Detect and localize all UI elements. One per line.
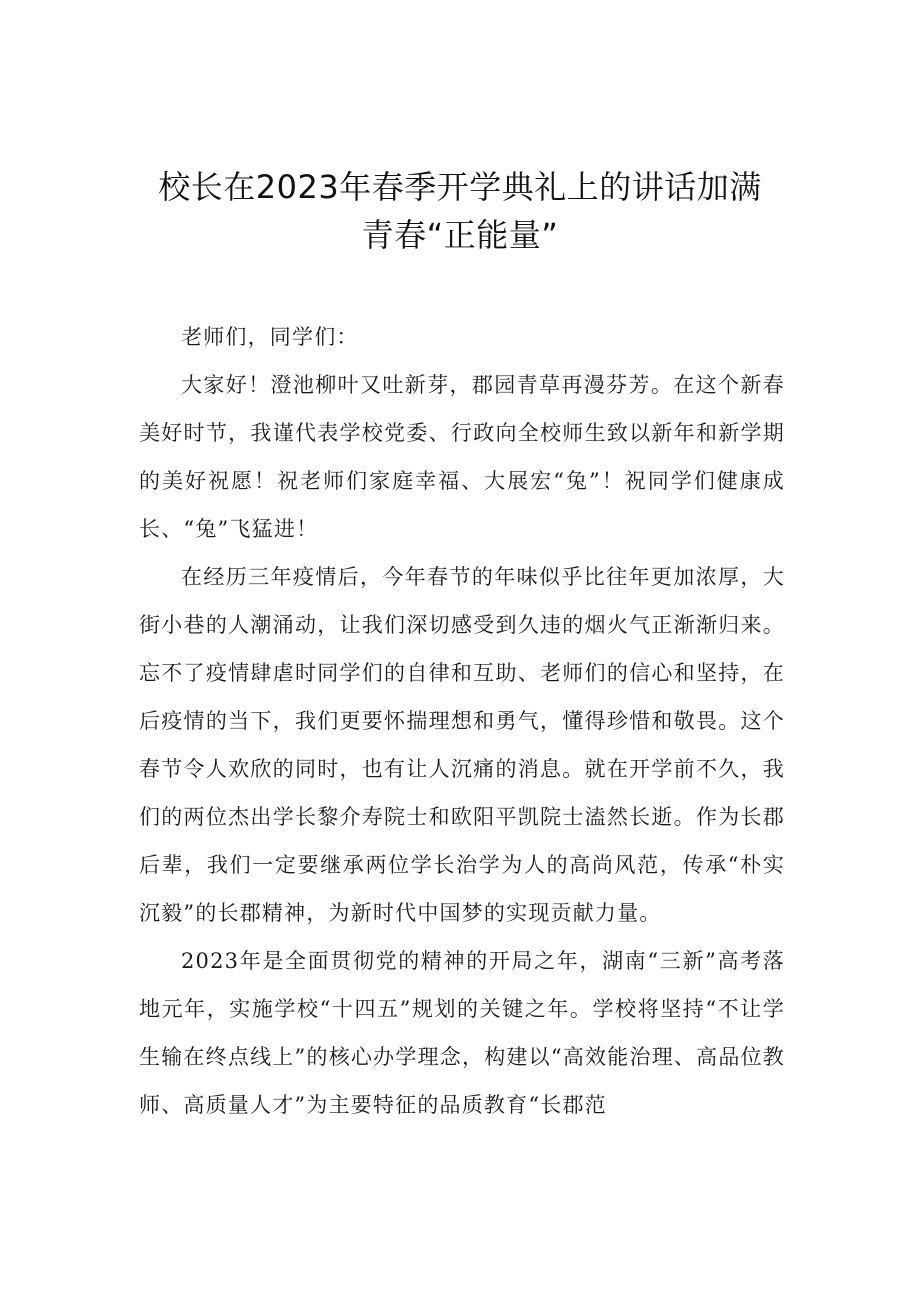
body-paragraph: 2023年是全面贯彻党的精神的开局之年，湖南“三新”高考落地元年，实施学校“十四五”规划的关键之年。学校将坚持“不让学生输在终点线上”的核心办学理念，构建以“高效能治理、高品位教师、高质量人才”为主要特征的品质教育“长郡范 [139, 949, 785, 1117]
body-paragraph: 在经历三年疫情后，今年春节的年味似乎比往年更加浓厚，大街小巷的人潮涌动，让我们深切感受到久违的烟火气正渐渐归来。忘不了疫情肆虐时同学们的自律和互助、老师们的信心和坚持，在后疫情的当下，我们更要怀揣理想和勇气，懂得珍惜和敬畏。这个春节令人欢欣的同时，也有让人沉痛的消息。就在开学前不久，我们的两位杰出学长黎介寿院士和欧阳平凯院士溘然长逝。作为长郡后辈，我们一定要继承两位学长治学为人的高尚风范，传承“朴实沉毅”的长郡精神，为新时代中国梦的实现贡献力量。 [139, 565, 785, 925]
body-paragraph: 大家好！澄池柳叶又吐新芽，郡园青草再漫芬芳。在这个新春美好时节，我谨代表学校党委、行政向全校师生致以新年和新学期的美好祝愿！祝老师们家庭幸福、大展宏“兔”！祝同学们健康成长、“兔”飞猛进！ [139, 373, 785, 541]
salutation-paragraph: 老师们，同学们： [181, 325, 359, 349]
title-line-1: 校长在2023年春季开学典礼上的讲话加满 [158, 168, 762, 206]
document-title [130, 163, 790, 259]
title-line-2: 青春“正能量” [361, 216, 559, 254]
document-body [139, 313, 785, 1129]
